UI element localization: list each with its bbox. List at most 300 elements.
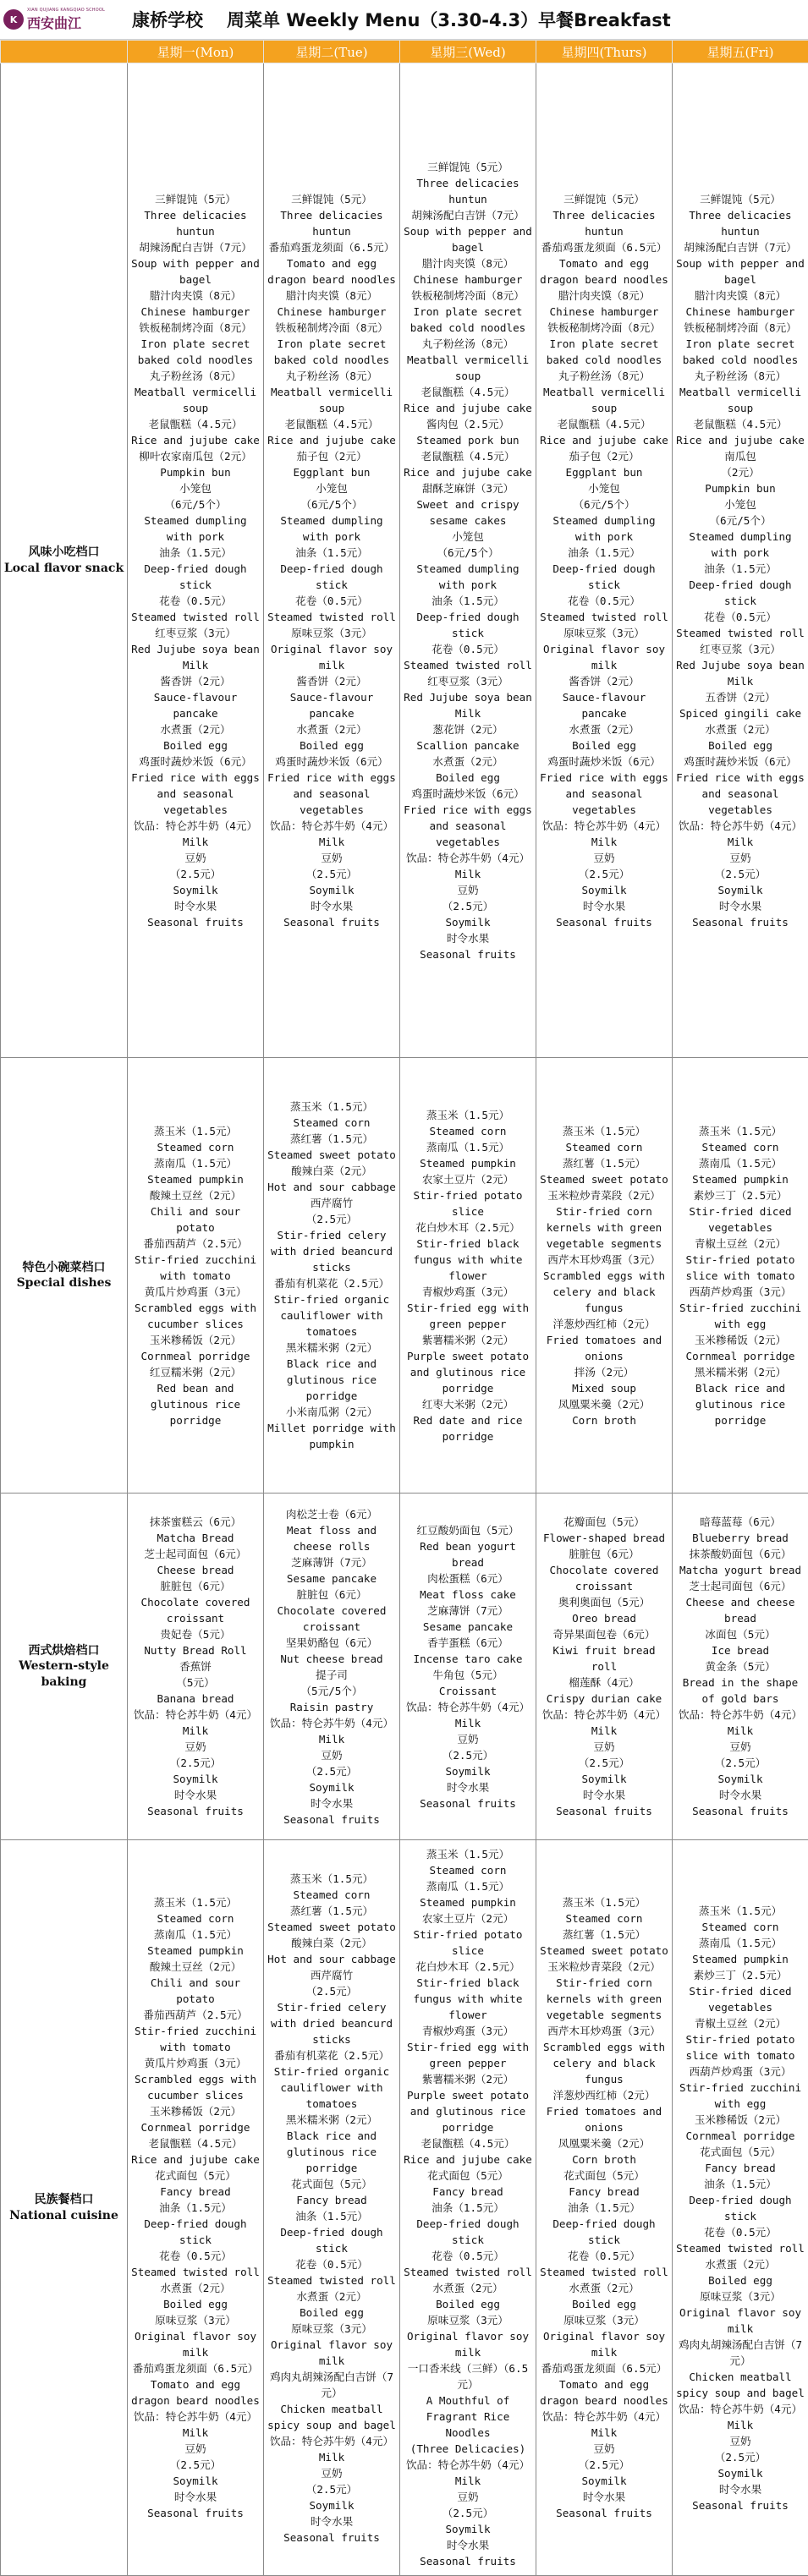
- day-header-row: [1, 41, 808, 63]
- menu-line: 红枣豆浆（3元）: [402, 673, 534, 689]
- menu-line: 西芹腐竹: [266, 1195, 398, 1211]
- menu-line: 鸡蛋时蔬炒米饭（6元）: [129, 754, 261, 770]
- menu-line: Steamed twisted roll: [402, 2264, 534, 2280]
- menu-line: 原味豆浆（3元）: [538, 2312, 670, 2328]
- menu-line: 蒸红薯（1.5元）: [266, 1131, 398, 1147]
- menu-line: Tomato and egg dragon beard noodles: [266, 255, 398, 288]
- menu-line: 花卷（0.5元）: [402, 2248, 534, 2264]
- menu-line: Stir-fried organic cauliflower with tomatoes: [266, 1291, 398, 1340]
- menu-line: Corn broth: [538, 1412, 670, 1428]
- menu-line: Rice and jujube cake: [402, 2151, 534, 2168]
- menu-line: Boiled egg: [538, 737, 670, 754]
- menu-line: Milk: [129, 1723, 261, 1739]
- menu-line: 饮品：特仑苏牛奶（4元）: [538, 2409, 670, 2425]
- menu-line: Stir-fried zucchini with egg: [674, 2080, 806, 2112]
- school-logo: [0, 8, 130, 32]
- menu-line: 奥利奥面包（5元）: [538, 1594, 670, 1610]
- menu-line: 青椒土豆丝（2元）: [674, 1236, 806, 1252]
- menu-line: 素炒三丁（2.5元）: [674, 1967, 806, 1983]
- page-header: [0, 0, 808, 40]
- menu-line: 紫薯糯米粥（2元）: [402, 2071, 534, 2087]
- menu-line: Soymilk: [402, 2521, 534, 2537]
- menu-line: Boiled egg: [538, 2296, 670, 2312]
- menu-line: Deep-fried dough stick: [674, 2192, 806, 2224]
- menu-line: Seasonal fruits: [402, 946, 534, 962]
- menu-line: Eggplant bun: [266, 464, 398, 480]
- menu-line: Sesame pancake: [402, 1619, 534, 1635]
- menu-line: Original flavor soy milk: [538, 2328, 670, 2360]
- menu-line: 水煮蛋（2元）: [402, 2280, 534, 2296]
- menu-line: 红豆糯米粥（2元）: [129, 1364, 261, 1380]
- menu-line: 豆奶: [538, 2441, 670, 2457]
- menu-line: 紫薯糯米粥（2元）: [402, 1332, 534, 1348]
- menu-line: Deep-fried dough stick: [129, 2216, 261, 2248]
- menu-line: 素炒三丁（2.5元）: [674, 1187, 806, 1203]
- menu-line: Stir-fried celery with dried beancurd sticks: [266, 1999, 398, 2047]
- menu-line: 牛角包（5元）: [402, 1667, 534, 1683]
- menu-line: Milk: [674, 834, 806, 850]
- menu-line: Scrambled eggs with cucumber slices: [129, 1300, 261, 1332]
- menu-line: 玉米糁稀饭（2元）: [129, 2103, 261, 2119]
- menu-line: 番茄西葫芦（2.5元）: [129, 1236, 261, 1252]
- menu-line: Iron plate secret baked cold noodles: [402, 304, 534, 336]
- menu-line: （5元/5个）: [266, 1683, 398, 1699]
- menu-line: 饮品：特仑苏牛奶（4元）: [129, 2409, 261, 2425]
- menu-line: 铁板秘制烤冷面（8元）: [538, 320, 670, 336]
- menu-line: Meatball vermicelli soup: [674, 384, 806, 416]
- menu-line: 青椒土豆丝（2元）: [674, 2015, 806, 2031]
- menu-line: 油条（1.5元）: [402, 593, 534, 609]
- menu-line: 老鼠甑糕（4.5元）: [402, 2135, 534, 2151]
- menu-cell-text: [402, 1107, 534, 1444]
- menu-line: Steamed dumpling with pork: [266, 512, 398, 545]
- menu-line: Soymilk: [402, 914, 534, 930]
- menu-line: Chocolate covered croissant: [129, 1594, 261, 1626]
- menu-line: 时令水果: [402, 1779, 534, 1795]
- menu-line: 拌汤（2元）: [538, 1364, 670, 1380]
- menu-line: Steamed twisted roll: [266, 609, 398, 625]
- menu-line: Chocolate covered croissant: [266, 1603, 398, 1635]
- menu-line: 豆奶: [402, 2489, 534, 2505]
- menu-line: 豆奶: [129, 850, 261, 866]
- menu-line: 油条（1.5元）: [266, 545, 398, 561]
- menu-line: 凤凰粟米羹（2元）: [538, 1396, 670, 1412]
- logo-emblem-icon: K: [3, 9, 24, 30]
- menu-line: Milk: [402, 2473, 534, 2489]
- menu-line: 豆奶: [266, 2465, 398, 2481]
- menu-line: 茄子包（2元）: [538, 448, 670, 464]
- menu-line: Seasonal fruits: [129, 2505, 261, 2521]
- menu-line: 饮品：特仑苏牛奶（4元）: [402, 1699, 534, 1715]
- menu-line: Kiwi fruit bread roll: [538, 1642, 670, 1674]
- menu-line: Corn broth: [538, 2151, 670, 2168]
- menu-line: Stir-fried corn kernels with green vegetable segments: [538, 1203, 670, 1252]
- menu-line: Rice and jujube cake: [402, 464, 534, 480]
- menu-line: 南瓜包: [674, 448, 806, 464]
- menu-line: Chili and sour potato: [129, 1975, 261, 2007]
- menu-line: 抹茶蜜糕云（6元）: [129, 1514, 261, 1530]
- menu-line: Fried tomatoes and onions: [538, 1332, 670, 1364]
- menu-line: 鸡蛋时蔬炒米饭（6元）: [538, 754, 670, 770]
- menu-line: 时令水果: [538, 1787, 670, 1803]
- menu-line: （2.5元）: [538, 1755, 670, 1771]
- menu-line: 水煮蛋（2元）: [266, 2288, 398, 2305]
- menu-line: （2元）: [674, 464, 806, 480]
- menu-line: 洋葱炒西红柿（2元）: [538, 2087, 670, 2103]
- menu-line: 花瓣面包（5元）: [538, 1514, 670, 1530]
- menu-line: 饮品：特仑苏牛奶（4元）: [129, 1707, 261, 1723]
- menu-line: Seasonal fruits: [129, 1803, 261, 1819]
- menu-line: 铁板秘制烤冷面（8元）: [402, 288, 534, 304]
- menu-line: Soymilk: [129, 1771, 261, 1787]
- menu-line: 水煮蛋（2元）: [538, 721, 670, 737]
- menu-line: 胡辣汤配白吉饼（7元）: [674, 239, 806, 255]
- menu-line: Cornmeal porridge: [674, 2128, 806, 2144]
- menu-line: 芝麻薄饼（7元）: [266, 1554, 398, 1570]
- menu-line: 豆奶: [538, 1739, 670, 1755]
- menu-line: 油条（1.5元）: [538, 2200, 670, 2216]
- menu-line: 时令水果: [674, 1787, 806, 1803]
- menu-line: 肉松芝士卷（6元）: [266, 1506, 398, 1522]
- menu-line: 饮品：特仑苏牛奶（4元）: [538, 818, 670, 834]
- menu-line: 玉米粒炒青菜段（2元）: [538, 1959, 670, 1975]
- menu-line: Ice bread: [674, 1642, 806, 1658]
- menu-line: 红豆酸奶面包（5元）: [402, 1522, 534, 1538]
- menu-line: 一口香米线（三鲜）（6.5元）: [402, 2360, 534, 2392]
- menu-line: 香芋蛋糕（6元）: [402, 1635, 534, 1651]
- menu-cell-text: [674, 1514, 806, 1819]
- menu-cell-text: [538, 1894, 670, 2521]
- menu-line: Deep-fried dough stick: [538, 561, 670, 593]
- menu-line: 西芹腐竹: [266, 1967, 398, 1983]
- menu-line: 红枣豆浆（3元）: [674, 641, 806, 657]
- menu-line: 酸辣白菜（2元）: [266, 1935, 398, 1951]
- menu-line: 豆奶: [129, 1739, 261, 1755]
- menu-line: 青椒炒鸡蛋（3元）: [402, 1284, 534, 1300]
- menu-line: 小笼包: [266, 480, 398, 496]
- menu-line: Hot and sour cabbage: [266, 1951, 398, 1967]
- menu-line: 饮品：特仑苏牛奶（4元）: [129, 818, 261, 834]
- menu-line: Hot and sour cabbage: [266, 1179, 398, 1195]
- menu-line: 黄瓜片炒鸡蛋（3元）: [129, 2055, 261, 2071]
- menu-line: Milk: [266, 1731, 398, 1747]
- menu-line: 时令水果: [266, 898, 398, 914]
- menu-line: 水煮蛋（2元）: [674, 2256, 806, 2272]
- menu-line: Milk: [538, 834, 670, 850]
- menu-line: 洋葱炒西红柿（2元）: [538, 1316, 670, 1332]
- menu-cell: [400, 1840, 536, 2576]
- menu-cell: [673, 63, 808, 1058]
- menu-line: Soymilk: [538, 2473, 670, 2489]
- menu-cell-text: [538, 191, 670, 930]
- menu-line: Deep-fried dough stick: [266, 561, 398, 593]
- menu-line: Stir-fried egg with green pepper: [402, 2039, 534, 2071]
- menu-line: 老鼠甑糕（4.5元）: [402, 384, 534, 400]
- menu-line: 鸡蛋时蔬炒米饭（6元）: [402, 786, 534, 802]
- menu-line: 番茄有机菜花（2.5元）: [266, 1275, 398, 1291]
- menu-line: Sesame pancake: [266, 1570, 398, 1587]
- menu-body: [1, 63, 808, 2576]
- counter-label: [1, 1494, 128, 1840]
- menu-cell: [128, 1840, 264, 2576]
- menu-line: 脏脏包（6元）: [266, 1587, 398, 1603]
- menu-line: Fried rice with eggs and seasonal vegetables: [674, 770, 806, 818]
- menu-line: Iron plate secret baked cold noodles: [538, 336, 670, 368]
- menu-line: 酱香饼（2元）: [266, 673, 398, 689]
- menu-line: Chicken meatball spicy soup and bagel: [266, 2401, 398, 2433]
- menu-line: 饮品：特仑苏牛奶（4元）: [266, 2433, 398, 2449]
- menu-line: Rice and jujube cake: [538, 432, 670, 448]
- menu-line: 时令水果: [538, 898, 670, 914]
- menu-line: Meat floss and cheese rolls: [266, 1522, 398, 1554]
- menu-cell: [128, 1058, 264, 1494]
- menu-line: 五香饼（2元）: [674, 689, 806, 705]
- menu-line: Milk: [266, 2449, 398, 2465]
- menu-line: Cheese and cheese bread: [674, 1594, 806, 1626]
- menu-line: 抹茶酸奶面包（6元）Matcha yogurt bread: [674, 1546, 806, 1578]
- day-header-fri: 星期五(Fri): [673, 41, 808, 63]
- menu-line: 蒸玉米（1.5元）: [538, 1894, 670, 1910]
- menu-line: Seasonal fruits: [674, 1803, 806, 1819]
- menu-line: Sweet and crispy sesame cakes: [402, 496, 534, 529]
- menu-line: Steamed pumpkin: [674, 1951, 806, 1967]
- menu-cell: [400, 1058, 536, 1494]
- menu-line: 老鼠甑糕（4.5元）: [129, 2135, 261, 2151]
- menu-cell: [128, 63, 264, 1058]
- menu-line: 脏脏包（6元）: [129, 1578, 261, 1594]
- menu-line: 花卷（0.5元）: [538, 593, 670, 609]
- menu-line: 番茄西葫芦（2.5元）: [129, 2007, 261, 2023]
- menu-cell: [400, 63, 536, 1058]
- menu-line: 西芹木耳炒鸡蛋（3元）: [538, 2023, 670, 2039]
- menu-line: Stir-fried diced vegetables: [674, 1983, 806, 2015]
- menu-line: Original flavor soy milk: [538, 641, 670, 673]
- menu-line: 丸子粉丝汤（8元）: [402, 336, 534, 352]
- menu-line: 小笼包: [674, 496, 806, 512]
- menu-line: 时令水果: [129, 2489, 261, 2505]
- menu-line: 饮品：特仑苏牛奶（4元）: [266, 818, 398, 834]
- menu-line: Stir-fried celery with dried beancurd sticks: [266, 1227, 398, 1275]
- menu-line: Black rice and glutinous rice porridge: [674, 1380, 806, 1428]
- menu-line: Seasonal fruits: [129, 914, 261, 930]
- menu-line: 番茄有机菜花（2.5元）: [266, 2047, 398, 2064]
- menu-line: 时令水果: [129, 1787, 261, 1803]
- menu-line: 花白炒木耳（2.5元）: [402, 1219, 534, 1236]
- menu-line: Fried tomatoes and onions: [538, 2103, 670, 2135]
- menu-line: Soymilk: [674, 2465, 806, 2481]
- menu-line: Red Jujube soya bean Milk: [674, 657, 806, 689]
- menu-line: 原味豆浆（3元）: [129, 2312, 261, 2328]
- menu-line: 时令水果: [538, 2489, 670, 2505]
- weekly-menu-table: [0, 40, 808, 2576]
- menu-line: 水煮蛋（2元）: [402, 754, 534, 770]
- menu-line: 原味豆浆（3元）: [266, 625, 398, 641]
- menu-cell: [536, 1840, 673, 2576]
- menu-line: 花卷（0.5元）: [674, 609, 806, 625]
- menu-line: Rice and jujube cake: [674, 432, 806, 448]
- menu-line: Nut cheese bread: [266, 1651, 398, 1667]
- menu-line: Original flavor soy milk: [266, 2337, 398, 2369]
- menu-line: 蒸玉米（1.5元）: [129, 1123, 261, 1139]
- menu-line: Black rice and glutinous rice porridge: [266, 2128, 398, 2176]
- menu-line: Raisin pastry: [266, 1699, 398, 1715]
- menu-line: Fancy bread: [402, 2184, 534, 2200]
- menu-line: 油条（1.5元）: [674, 561, 806, 577]
- menu-line: （6元/5个）: [538, 496, 670, 512]
- menu-line: 西芹木耳炒鸡蛋（3元）: [538, 1252, 670, 1268]
- menu-line: Soymilk: [674, 1771, 806, 1787]
- menu-line: 原味豆浆（3元）: [674, 2288, 806, 2305]
- menu-line: 冰面包（5元）: [674, 1626, 806, 1642]
- menu-cell: [673, 1840, 808, 2576]
- menu-line: 番茄鸡蛋龙须面（6.5元）: [538, 2360, 670, 2376]
- menu-line: Pumpkin bun: [674, 480, 806, 496]
- menu-line: 豆奶: [129, 2441, 261, 2457]
- menu-line: Seasonal fruits: [538, 914, 670, 930]
- menu-line: 芝士起司面包（6元）: [129, 1546, 261, 1562]
- menu-line: 饮品：特仑苏牛奶（4元）: [674, 2401, 806, 2417]
- menu-line: Seasonal fruits: [402, 2553, 534, 2569]
- menu-line: Fancy bread: [266, 2192, 398, 2208]
- menu-line: 蒸南瓜（1.5元）: [402, 1139, 534, 1155]
- menu-cell-text: [129, 1894, 261, 2521]
- menu-line: Mixed soup: [538, 1380, 670, 1396]
- menu-line: 油条（1.5元）: [674, 2176, 806, 2192]
- menu-line: Fancy bread: [538, 2184, 670, 2200]
- menu-line: Steamed sweet potato: [538, 1943, 670, 1959]
- menu-line: Chinese hamburger: [266, 304, 398, 320]
- menu-row-western-style-baking: [1, 1494, 808, 1840]
- menu-line: Seasonal fruits: [266, 1811, 398, 1828]
- menu-line: 丸子粉丝汤（8元）: [129, 368, 261, 384]
- menu-line: 蒸红薯（1.5元）: [538, 1155, 670, 1171]
- menu-line: （2.5元）: [674, 2449, 806, 2465]
- menu-line: Soymilk: [538, 882, 670, 898]
- menu-line: Soymilk: [129, 2473, 261, 2489]
- menu-line: 豆奶: [538, 850, 670, 866]
- menu-line: 时令水果: [402, 930, 534, 946]
- menu-line: 红枣大米粥（2元）: [402, 1396, 534, 1412]
- menu-line: 丸子粉丝汤（8元）: [538, 368, 670, 384]
- menu-line: Soymilk: [266, 2497, 398, 2513]
- menu-cell: [264, 1058, 400, 1494]
- menu-line: 原味豆浆（3元）: [538, 625, 670, 641]
- menu-line: Steamed twisted roll: [674, 625, 806, 641]
- menu-line: Steamed pumpkin: [402, 1155, 534, 1171]
- menu-line: Steamed sweet potato: [266, 1919, 398, 1935]
- menu-line: Seasonal fruits: [538, 2505, 670, 2521]
- menu-line: 油条（1.5元）: [538, 545, 670, 561]
- menu-line: Milk: [129, 2425, 261, 2441]
- menu-line: 花式面包（5元）: [129, 2168, 261, 2184]
- counter-label-cn: 西式烘焙档口: [3, 1643, 125, 1658]
- menu-line: Millet porridge with pumpkin: [266, 1420, 398, 1452]
- menu-line: 丸子粉丝汤（8元）: [674, 368, 806, 384]
- menu-line: （2.5元）: [266, 1211, 398, 1227]
- menu-line: 小笼包: [538, 480, 670, 496]
- menu-line: Tomato and egg dragon beard noodles: [538, 2376, 670, 2409]
- counter-label-en: Local flavor snack: [3, 561, 125, 576]
- menu-line: Steamed pumpkin: [674, 1171, 806, 1187]
- menu-line: Seasonal fruits: [266, 2529, 398, 2546]
- menu-line: Soymilk: [402, 1763, 534, 1779]
- menu-line: 农家土豆片（2元）: [402, 1171, 534, 1187]
- menu-line: Steamed corn: [674, 1139, 806, 1155]
- menu-line: Original flavor soy milk: [129, 2328, 261, 2360]
- menu-line: Steamed dumpling with pork: [129, 512, 261, 545]
- menu-line: 豆奶: [266, 1747, 398, 1763]
- menu-line: 鸡蛋时蔬炒米饭（6元）: [674, 754, 806, 770]
- menu-line: （2.5元）: [129, 2457, 261, 2473]
- menu-line: 腊汁肉夹馍（8元）: [129, 288, 261, 304]
- menu-line: 豆奶: [402, 882, 534, 898]
- menu-line: Soup with pepper and bagel: [129, 255, 261, 288]
- menu-line: 榴莲酥（4元）: [538, 1674, 670, 1691]
- menu-line: Stir-fried potato slice with tomato: [674, 1252, 806, 1284]
- logo-subtitle: XIAN QUJIANG KANGQIAO SCHOOL: [27, 8, 105, 13]
- menu-cell-text: [129, 1123, 261, 1428]
- menu-line: （2.5元）: [266, 866, 398, 882]
- menu-line: Red Jujube soya bean Milk: [402, 689, 534, 721]
- menu-line: 甜酥芝麻饼（3元）: [402, 480, 534, 496]
- menu-line: Meatball vermicelli soup: [129, 384, 261, 416]
- menu-line: 花卷（0.5元）: [674, 2224, 806, 2240]
- menu-cell: [400, 1494, 536, 1840]
- menu-line: Stir-fried black fungus with white flower: [402, 1975, 534, 2023]
- menu-line: 西葫芦炒鸡蛋（3元）: [674, 2064, 806, 2080]
- counter-label: [1, 63, 128, 1058]
- menu-line: （6元/5个）: [266, 496, 398, 512]
- menu-line: Tomato and egg dragon beard noodles: [129, 2376, 261, 2409]
- menu-line: Steamed dumpling with pork: [402, 561, 534, 593]
- menu-line: 黄瓜片炒鸡蛋（3元）: [129, 1284, 261, 1300]
- menu-cell-text: [674, 1903, 806, 2513]
- menu-line: 蒸玉米（1.5元）: [266, 1099, 398, 1115]
- menu-line: 奇异果面包卷（6元）: [538, 1626, 670, 1642]
- menu-line: 提子司: [266, 1667, 398, 1683]
- menu-line: Boiled egg: [266, 737, 398, 754]
- counter-label-cn: 特色小碗菜档口: [3, 1260, 125, 1275]
- corner-cell: [1, 41, 128, 63]
- menu-line: Stir-fried potato slice: [402, 1927, 534, 1959]
- day-header-wed: 星期三(Wed): [400, 41, 536, 63]
- menu-line: Chocolate covered croissant: [538, 1562, 670, 1594]
- menu-line: Croissant: [402, 1683, 534, 1699]
- menu-line: Steamed twisted roll: [402, 657, 534, 673]
- menu-line: 豆奶: [674, 1739, 806, 1755]
- menu-line: （2.5元）: [266, 1983, 398, 1999]
- menu-line: Boiled egg: [402, 770, 534, 786]
- menu-line: Seasonal fruits: [402, 1795, 534, 1811]
- menu-line: 小笼包: [402, 529, 534, 545]
- menu-line: Matcha Bread: [129, 1530, 261, 1546]
- menu-line: 芝麻薄饼（7元）: [402, 1603, 534, 1619]
- menu-line: （2.5元）: [266, 2481, 398, 2497]
- counter-label: [1, 1058, 128, 1494]
- menu-line: Deep-fried dough stick: [538, 2216, 670, 2248]
- menu-line: 黑米糯米粥（2元）: [674, 1364, 806, 1380]
- menu-line: 花卷（0.5元）: [266, 593, 398, 609]
- menu-line: Deep-fried dough stick: [674, 577, 806, 609]
- menu-line: Fancy bread: [674, 2160, 806, 2176]
- counter-label-en: Special dishes: [3, 1275, 125, 1291]
- menu-cell-text: [402, 159, 534, 962]
- menu-cell-text: [538, 1123, 670, 1428]
- menu-line: Seasonal fruits: [674, 914, 806, 930]
- menu-line: Steamed twisted roll: [266, 2272, 398, 2288]
- day-header-tue: 星期二(Tue): [264, 41, 400, 63]
- menu-line: 老鼠甑糕（4.5元）: [266, 416, 398, 432]
